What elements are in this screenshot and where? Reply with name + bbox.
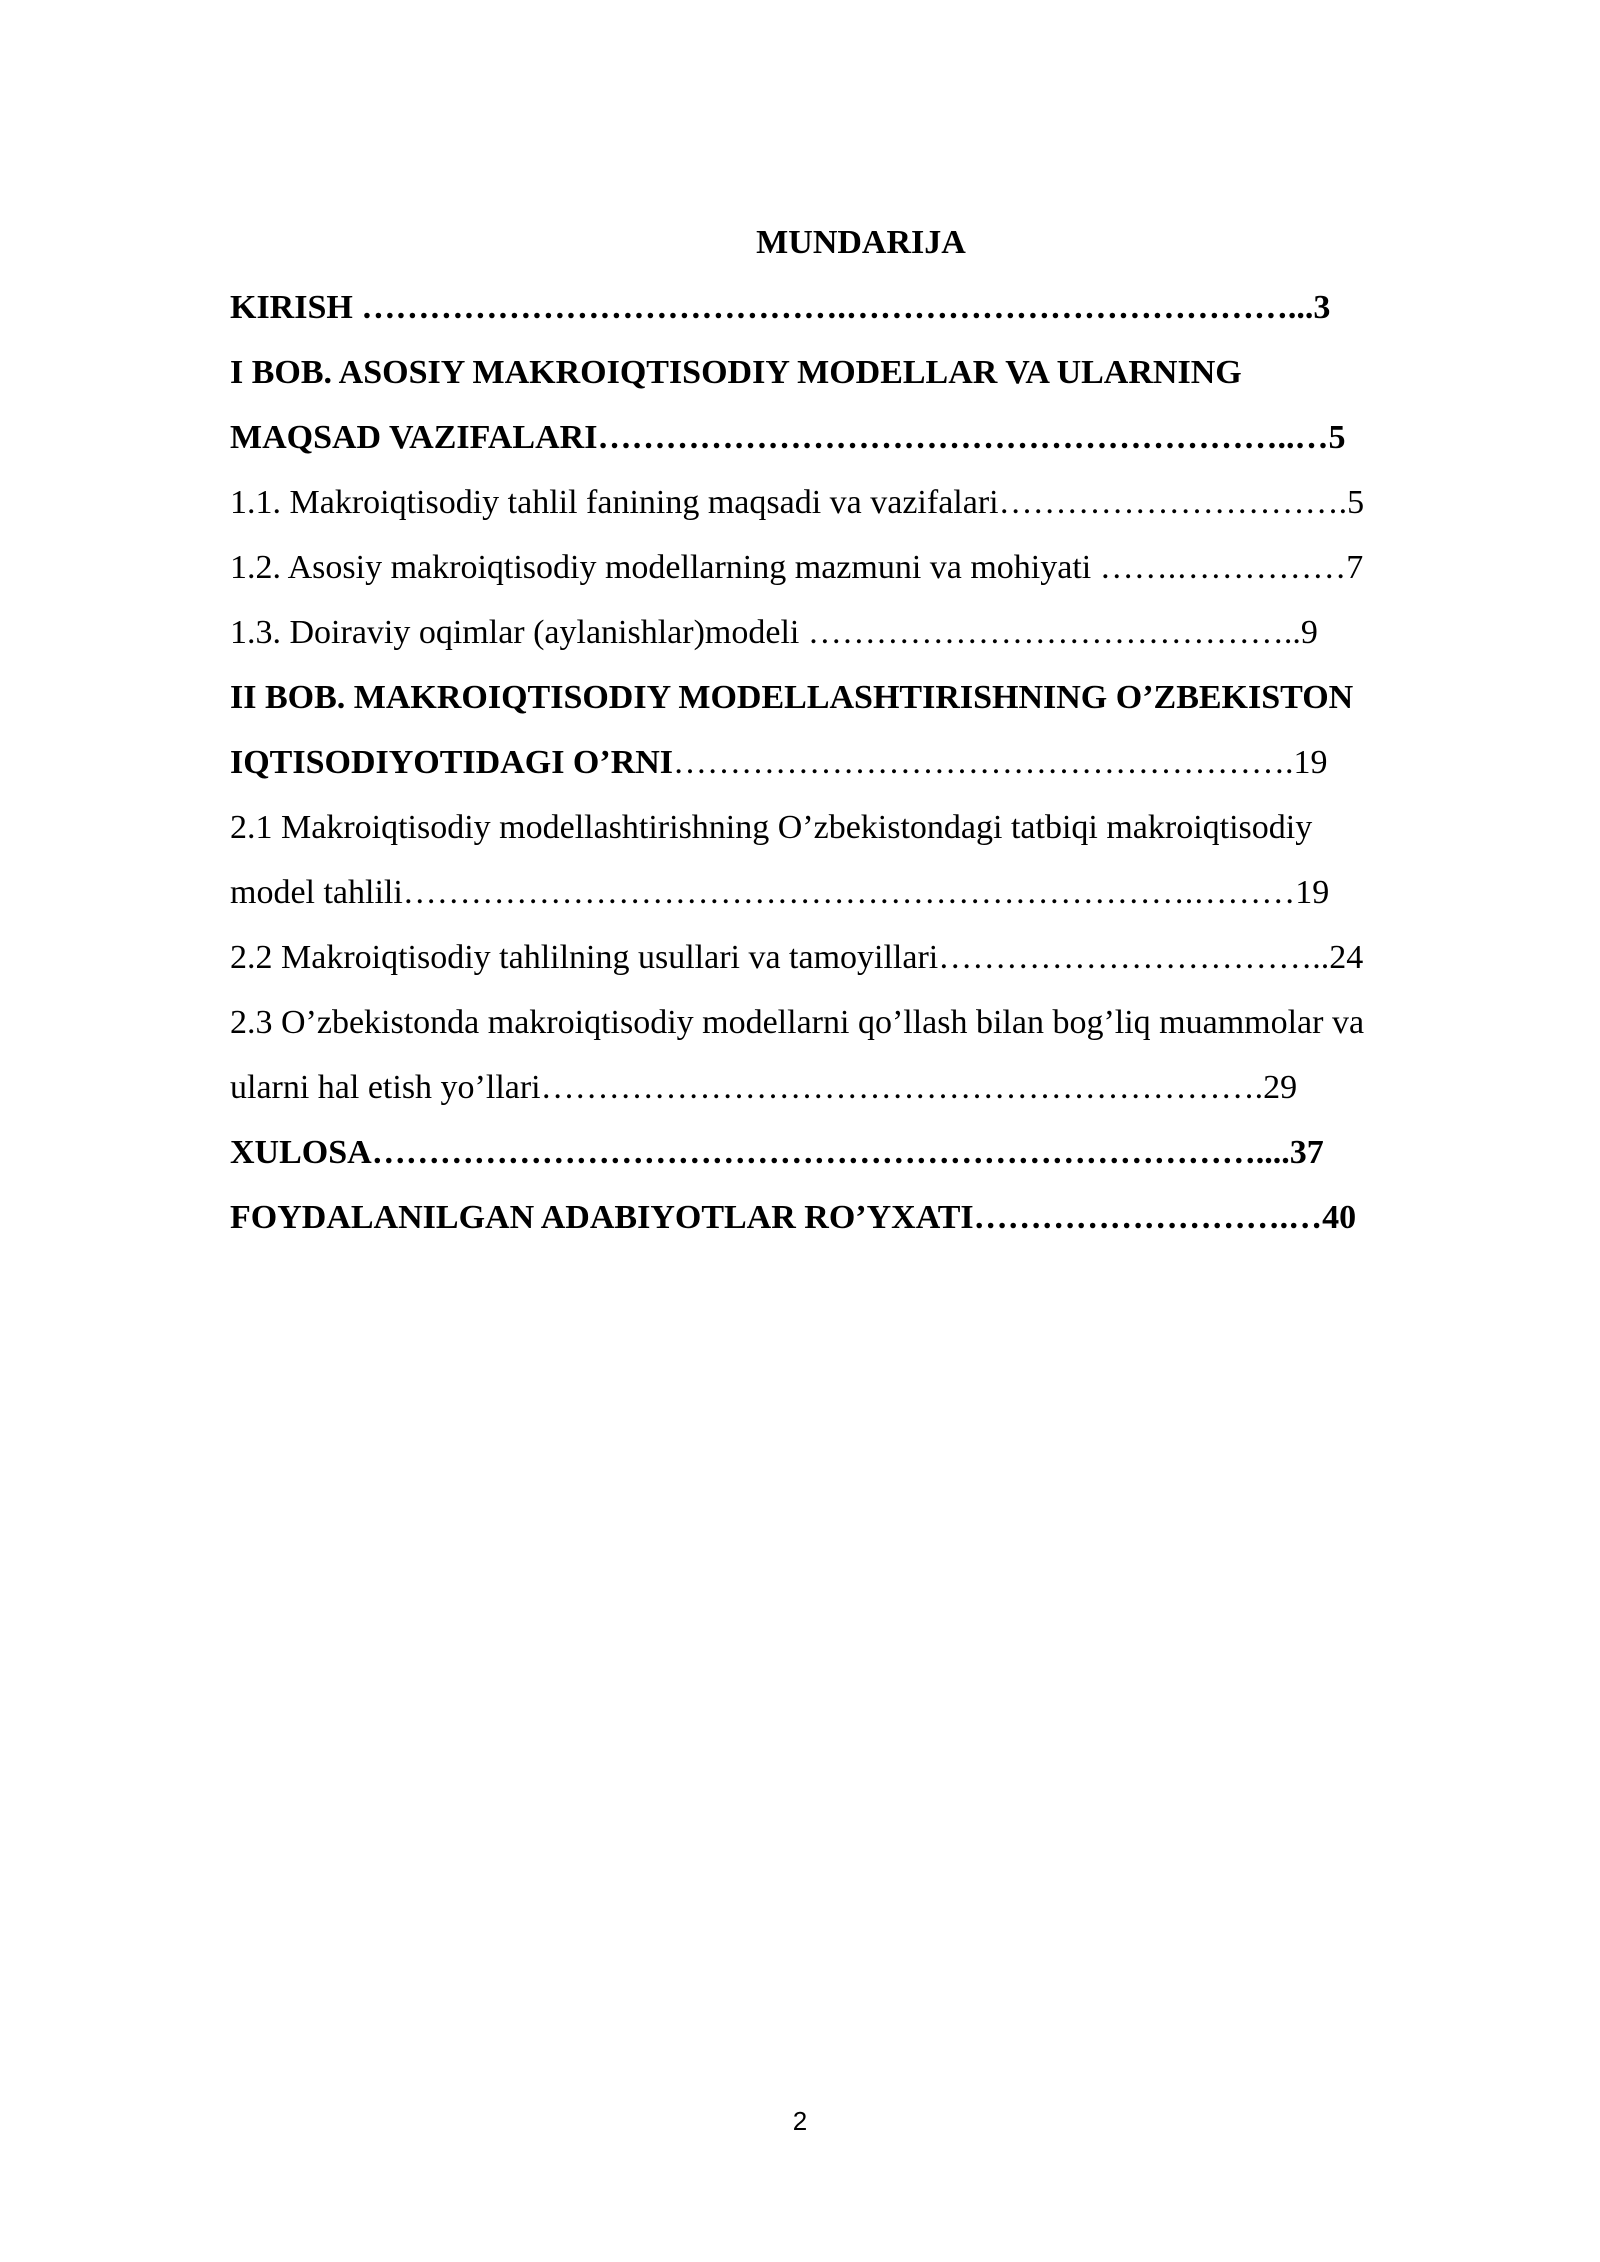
toc-entry-chapter-2-line-1 — [230, 665, 1492, 730]
toc-entry-text: MAQSAD VAZIFALARI……………………………………………………..…5 — [230, 419, 1346, 456]
toc-entry-chapter-2-line-2 — [230, 730, 1492, 795]
toc-entry-section-1-2 — [230, 535, 1492, 600]
page-number: 2 — [792, 2106, 808, 2136]
toc-entry-text: XULOSA……………………………………………………………………....37 — [230, 1134, 1324, 1171]
toc-entry-chapter-1-line-1 — [230, 340, 1492, 405]
toc-entry-section-2-1-line-1 — [230, 795, 1492, 860]
table-of-contents — [230, 210, 1492, 1250]
toc-entry-section-2-2 — [230, 925, 1492, 990]
toc-entry-section-1-1 — [230, 470, 1492, 535]
toc-entry-kirish — [230, 275, 1492, 340]
toc-entry-xulosa — [230, 1120, 1492, 1185]
toc-entry-text: ularni hal etish yo’llari……………………………………………………….29 — [230, 1069, 1298, 1106]
toc-entry-text: FOYDALANILGAN ADABIYOTLAR RO’YXATI……………………….…40 — [230, 1199, 1357, 1236]
toc-entry-text: 1.3. Doiraviy oqimlar (aylanishlar)modeli ……………………………………..9 — [230, 614, 1318, 651]
toc-entry-text: I BOB. ASOSIY MAKROIQTISODIY MODELLAR VA ULARNING — [230, 354, 1242, 391]
toc-entry-text: 2.2 Makroiqtisodiy tahlilning usullari va tamoyillari……………………………..24 — [230, 939, 1364, 976]
toc-entry-section-2-1-line-2 — [230, 860, 1492, 925]
toc-entry-text: IQTISODIYOTIDAGI O’RNI — [230, 744, 674, 781]
toc-entry-section-2-3-line-1 — [230, 990, 1492, 1055]
toc-entry-text: 1.1. Makroiqtisodiy tahlil fanining maqsadi va vazifalari………………………….5 — [230, 484, 1365, 521]
toc-entry-text: model tahlili…………………………………………………………….………19 — [230, 874, 1330, 911]
toc-entry-text: 2.1 Makroiqtisodiy modellashtirishning O’zbekistondagi tatbiqi makroiqtisodiy — [230, 809, 1313, 846]
toc-entry-text: 2.3 O’zbekistonda makroiqtisodiy modellarni qo’llash bilan bog’liq muammolar va — [230, 1004, 1365, 1041]
toc-entry-section-2-3-line-2 — [230, 1055, 1492, 1120]
toc-entry-text: 1.2. Asosiy makroiqtisodiy modellarning mazmuni va mohiyati …….……………7 — [230, 549, 1364, 586]
toc-entry-leader: ……………………………………………….19 — [673, 744, 1328, 781]
toc-entry-chapter-1-line-2 — [230, 405, 1492, 470]
toc-entry-references — [230, 1185, 1492, 1250]
toc-title: MUNDARIJA — [756, 224, 966, 261]
toc-entry-text: KIRISH …………………………………….…………………………………...3 — [230, 289, 1331, 326]
toc-entry-section-1-3 — [230, 600, 1492, 665]
toc-entry-text: II BOB. MAKROIQTISODIY MODELLASHTIRISHNING O’ZBEKISTON — [230, 679, 1354, 716]
